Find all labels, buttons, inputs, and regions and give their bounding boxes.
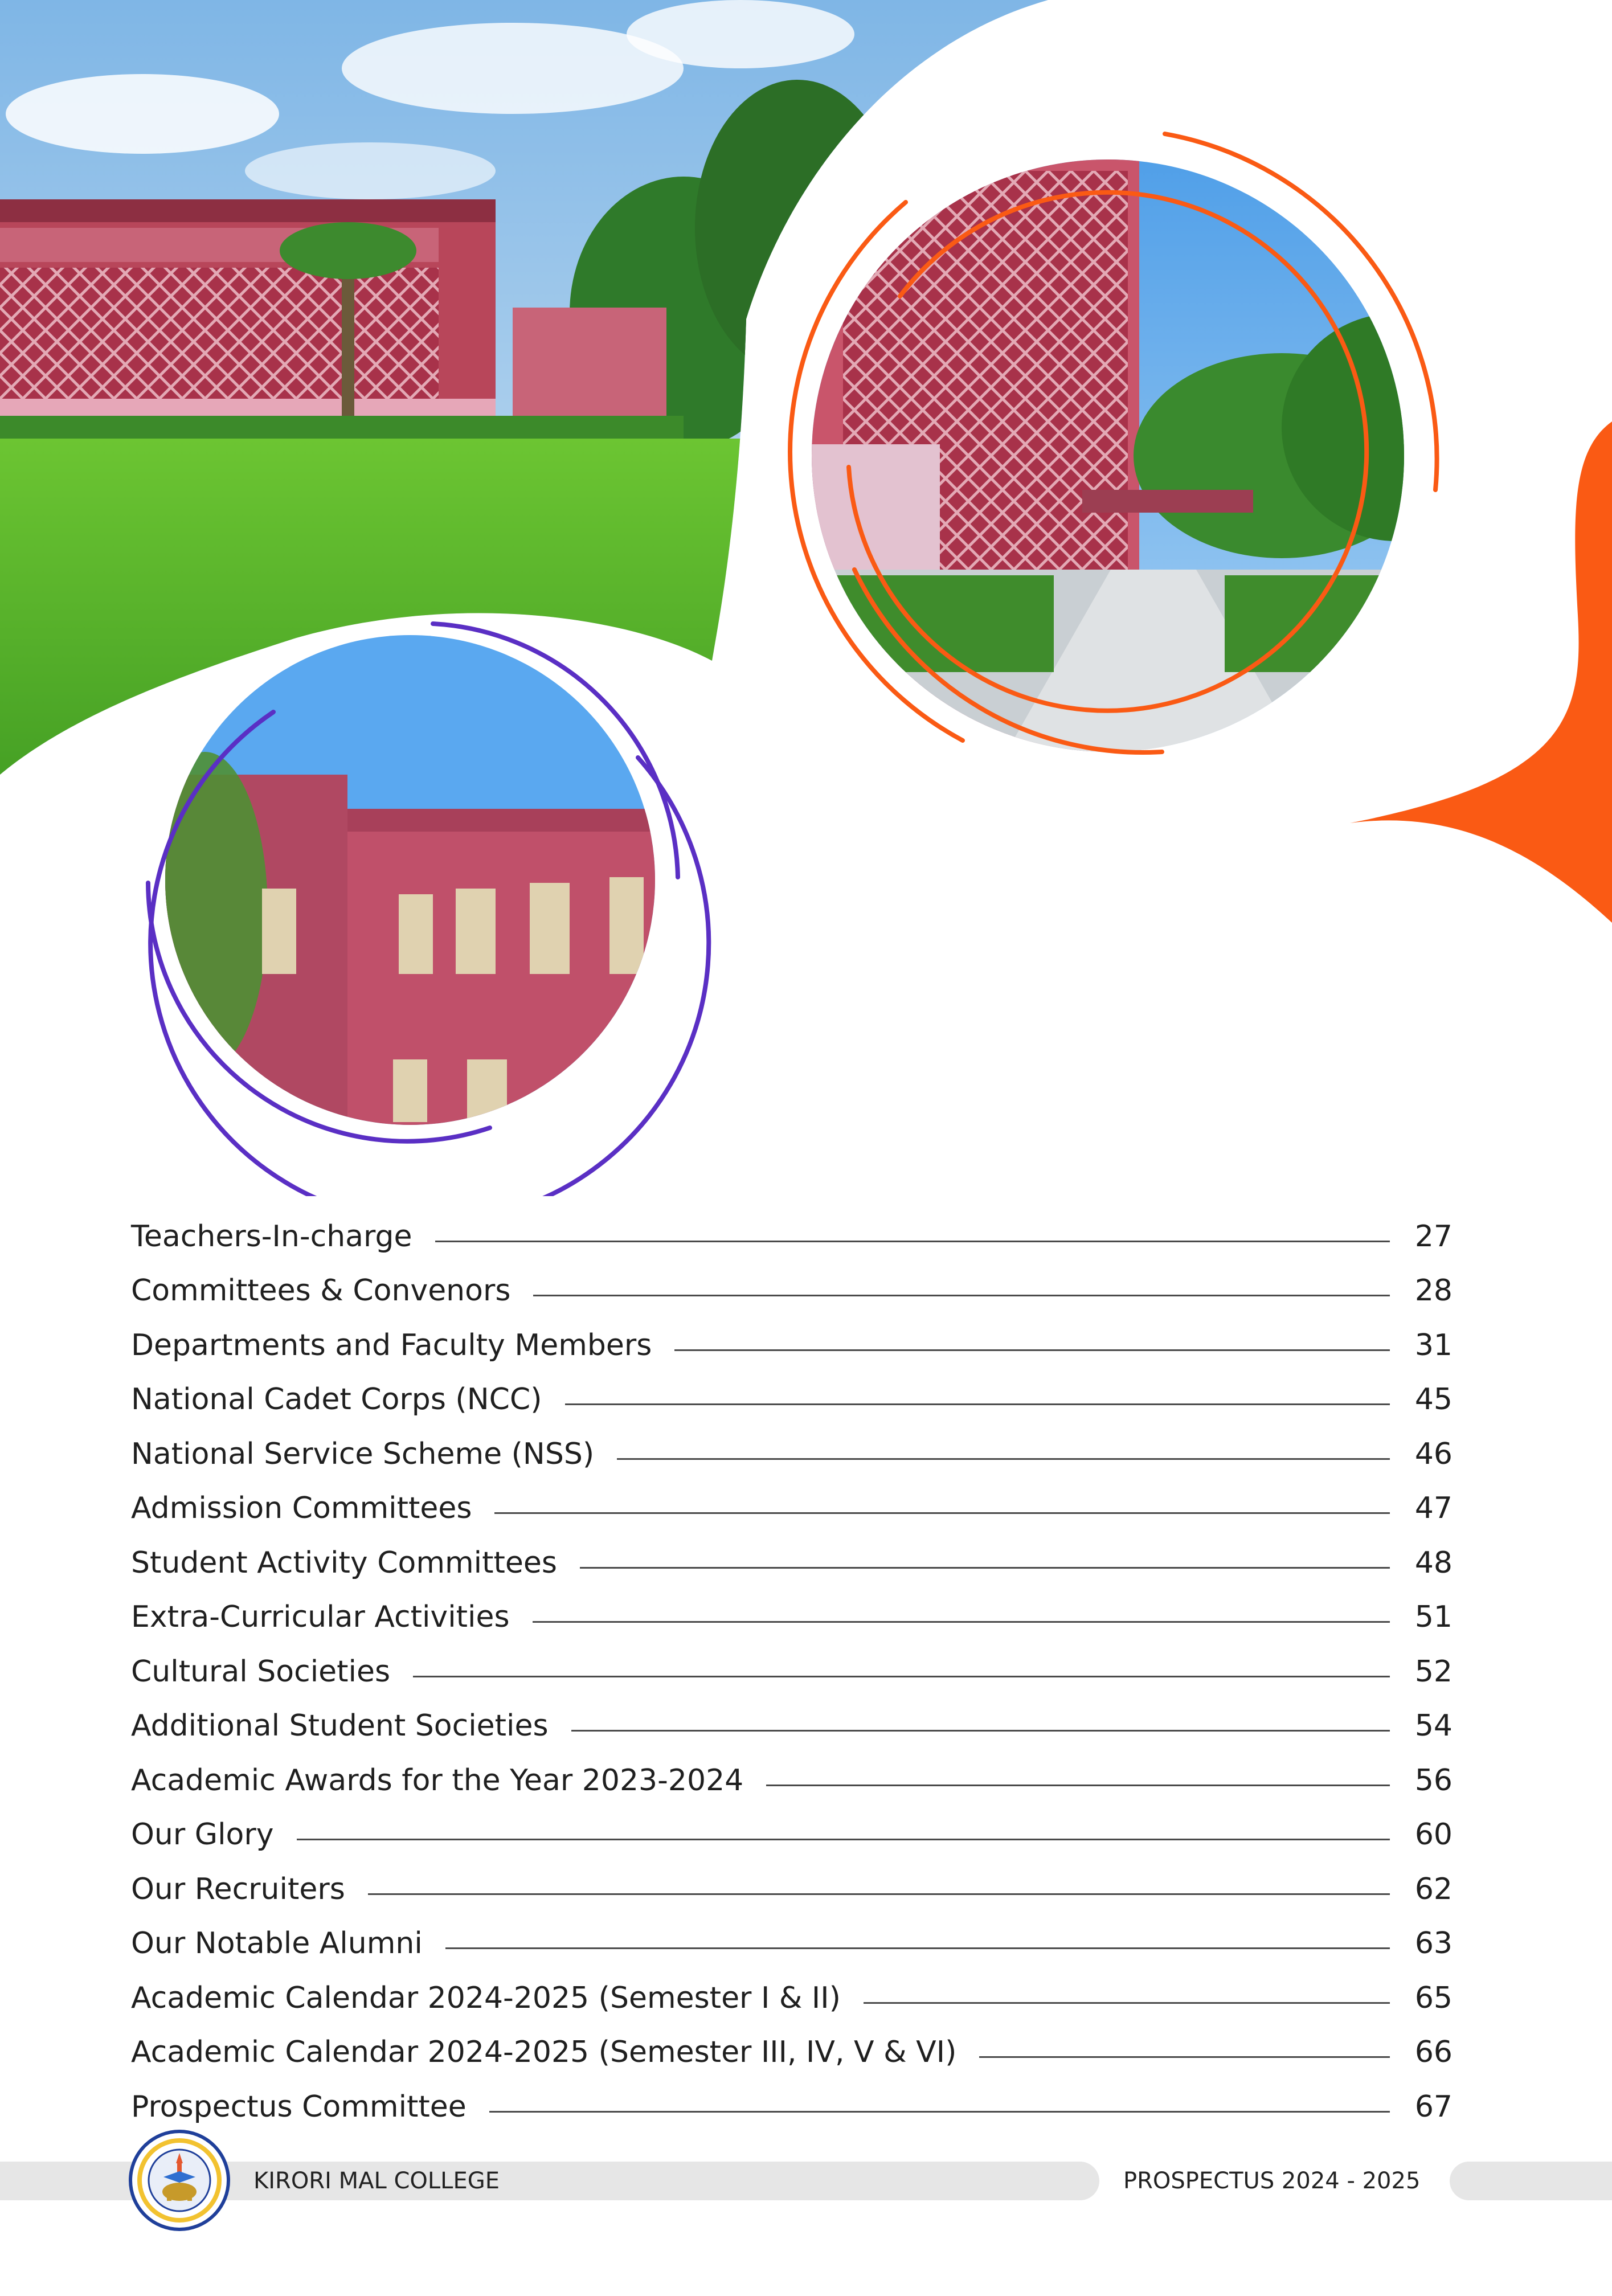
toc-leader-line	[435, 1241, 1390, 1242]
toc-entry-page: 45	[1414, 1382, 1453, 1417]
toc-entry-title: Committees & Convenors	[131, 1274, 511, 1308]
toc-entry-page: 54	[1414, 1709, 1453, 1743]
footer-college-name: KIRORI MAL COLLEGE	[253, 2168, 500, 2194]
toc-entry-page: 51	[1414, 1600, 1453, 1634]
toc-leader-line	[674, 1349, 1390, 1351]
footer-bar-right	[1450, 2162, 1612, 2200]
toc-leader-line	[368, 1893, 1390, 1895]
toc-entry-title: Cultural Societies	[131, 1654, 391, 1689]
toc-entry-title: Our Recruiters	[131, 1872, 345, 1906]
toc-entry-title: Our Glory	[131, 1818, 274, 1852]
toc-entry[interactable]	[131, 1471, 1453, 1526]
toc-entry[interactable]	[131, 1525, 1453, 1580]
toc-entry-title: National Cadet Corps (NCC)	[131, 1382, 542, 1417]
toc-entry[interactable]	[131, 1961, 1453, 2015]
toc-entry[interactable]	[131, 2015, 1453, 2070]
toc-entry-page: 28	[1414, 1274, 1453, 1308]
toc-entry[interactable]	[131, 1743, 1453, 1798]
toc-leader-line	[533, 1621, 1390, 1623]
toc-entry[interactable]	[131, 1308, 1453, 1362]
toc-entry-page: 66	[1414, 2035, 1453, 2069]
toc-entry-title: Student Activity Committees	[131, 1545, 557, 1580]
toc-entry-page: 52	[1414, 1654, 1453, 1689]
toc-entry[interactable]	[131, 2069, 1453, 2124]
toc-entry-page: 27	[1414, 1219, 1453, 1254]
toc-entry-title: Our Notable Alumni	[131, 1926, 423, 1961]
college-seal-icon	[128, 2129, 231, 2232]
toc-entry-title: Additional Student Societies	[131, 1709, 549, 1743]
toc-leader-line	[494, 1512, 1390, 1514]
toc-entry-page: 48	[1414, 1545, 1453, 1580]
toc-leader-line	[864, 2002, 1390, 2004]
toc-entry-title: Academic Awards for the Year 2023-2024	[131, 1763, 744, 1798]
toc-entry[interactable]	[131, 1254, 1453, 1308]
toc-entry[interactable]	[131, 1906, 1453, 1961]
toc-entry[interactable]	[131, 1634, 1453, 1689]
toc-entry[interactable]	[131, 1580, 1453, 1635]
toc-leader-line	[413, 1676, 1390, 1677]
toc-entry-title: Departments and Faculty Members	[131, 1328, 652, 1362]
toc-entry-page: 31	[1414, 1328, 1453, 1362]
toc-entry-page: 67	[1414, 2089, 1453, 2124]
toc-entry-title: Academic Calendar 2024-2025 (Semester I & II)	[131, 1980, 841, 2015]
toc-leader-line	[617, 1458, 1390, 1460]
toc-leader-line	[565, 1403, 1390, 1405]
toc-leader-line	[571, 1730, 1390, 1732]
toc-entry-page: 62	[1414, 1872, 1453, 1906]
toc-entry-page: 56	[1414, 1763, 1453, 1798]
toc-entry-page: 65	[1414, 1980, 1453, 2015]
toc-entry-page: 46	[1414, 1436, 1453, 1471]
toc-entry-page: 47	[1414, 1491, 1453, 1525]
toc-leader-line	[766, 1785, 1390, 1786]
toc-leader-line	[533, 1295, 1390, 1296]
toc-leader-line	[580, 1567, 1390, 1569]
toc-entry-title: Academic Calendar 2024-2025 (Semester III, IV, V & VI)	[131, 2035, 957, 2069]
footer-prospectus-label: PROSPECTUS 2024 - 2025	[1123, 2168, 1421, 2194]
table-of-contents	[131, 1199, 1453, 2124]
toc-leader-line	[489, 2111, 1390, 2113]
toc-entry[interactable]	[131, 1417, 1453, 1471]
toc-entry-title: Prospectus Committee	[131, 2089, 467, 2124]
toc-entry-page: 60	[1414, 1818, 1453, 1852]
toc-entry-title: Admission Committees	[131, 1491, 472, 1525]
toc-entry[interactable]	[131, 1852, 1453, 1906]
toc-entry[interactable]	[131, 1689, 1453, 1744]
toc-entry[interactable]	[131, 1362, 1453, 1417]
toc-leader-line	[979, 2056, 1390, 2058]
toc-entry-page: 63	[1414, 1926, 1453, 1961]
toc-leader-line	[297, 1839, 1390, 1840]
toc-entry[interactable]	[131, 1798, 1453, 1852]
toc-entry-title: Extra-Curricular Activities	[131, 1600, 510, 1634]
toc-entry-title: National Service Scheme (NSS)	[131, 1436, 595, 1471]
toc-entry-title: Teachers-In-charge	[131, 1219, 412, 1254]
toc-leader-line	[445, 1947, 1390, 1949]
toc-entry[interactable]	[131, 1199, 1453, 1254]
